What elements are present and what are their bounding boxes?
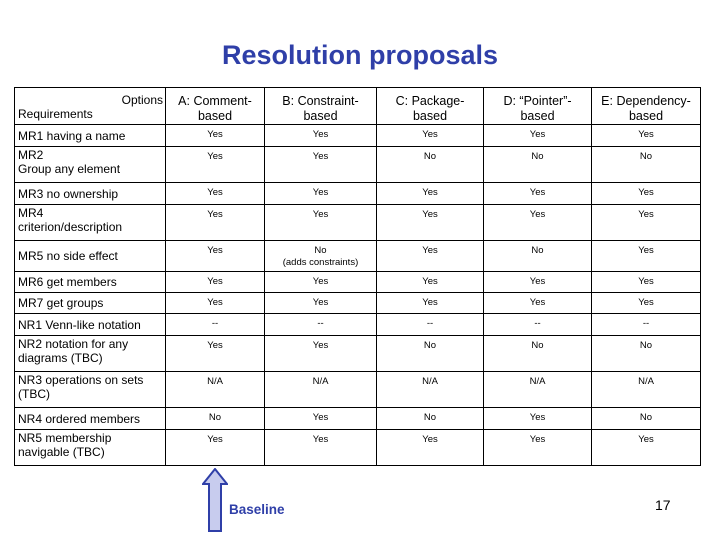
value-note: (adds constraints) xyxy=(282,257,359,268)
value-cell xyxy=(484,430,592,466)
value-text: N/A xyxy=(312,376,329,387)
header-row xyxy=(15,88,701,125)
value-text: Yes xyxy=(422,434,438,445)
value-text: -- xyxy=(642,318,650,329)
column-header-line2: based xyxy=(628,109,664,123)
value-text: Yes xyxy=(207,209,223,220)
value-cell xyxy=(484,272,592,293)
value-text: -- xyxy=(534,318,541,329)
value-text: Yes xyxy=(207,187,223,198)
value-text: -- xyxy=(211,318,219,329)
value-cell xyxy=(265,241,377,272)
requirement-label: MR6 get members xyxy=(18,275,117,289)
header-corner-cell xyxy=(15,88,166,125)
requirement-cell xyxy=(15,241,166,272)
value-cell xyxy=(265,372,377,408)
table-row xyxy=(15,314,701,336)
requirement-label-cont: navigable (TBC) xyxy=(18,445,105,459)
value-cell xyxy=(592,241,701,272)
table-row xyxy=(15,147,701,183)
value-text: Yes xyxy=(312,151,329,162)
requirement-label: NR2 notation for any xyxy=(18,337,129,351)
value-text: Yes xyxy=(422,245,438,256)
requirement-label-cont: criterion/description xyxy=(18,220,123,234)
requirement-label: MR2 xyxy=(18,148,44,162)
requirements-label: Requirements xyxy=(18,107,93,121)
value-text: Yes xyxy=(529,412,546,423)
value-text: Yes xyxy=(529,209,546,220)
requirement-label: MR3 no ownership xyxy=(18,186,119,201)
value-text: Yes xyxy=(638,276,654,287)
value-text: No xyxy=(639,412,653,423)
value-cell xyxy=(377,408,484,430)
value-cell xyxy=(377,125,484,147)
value-cell xyxy=(265,430,377,466)
value-text: Yes xyxy=(638,129,654,140)
value-text: Yes xyxy=(529,297,546,308)
requirement-label: MR5 no side effect xyxy=(18,249,118,263)
requirement-cell xyxy=(15,205,166,241)
value-cell xyxy=(484,125,592,147)
value-cell xyxy=(166,336,265,372)
table-row xyxy=(15,372,701,408)
table-row xyxy=(15,430,701,466)
value-text: Yes xyxy=(207,297,223,308)
value-cell xyxy=(484,293,592,314)
value-cell xyxy=(265,314,377,336)
table-row xyxy=(15,205,701,241)
value-cell xyxy=(166,183,265,205)
value-text: Yes xyxy=(422,187,438,198)
resolution-table xyxy=(14,87,701,466)
value-text: -- xyxy=(426,318,434,329)
column-header-line1: A: Comment- xyxy=(178,94,252,108)
value-cell xyxy=(265,272,377,293)
value-cell xyxy=(166,241,265,272)
column-header-line1: E: Dependency- xyxy=(601,94,691,108)
value-text: Yes xyxy=(422,297,438,308)
value-text: Yes xyxy=(422,209,438,220)
column-header xyxy=(484,88,592,125)
value-cell xyxy=(377,336,484,372)
requirement-cell xyxy=(15,408,166,430)
value-text: No xyxy=(531,245,544,256)
value-cell xyxy=(377,372,484,408)
table-row xyxy=(15,408,701,430)
value-cell xyxy=(592,314,701,336)
value-text: N/A xyxy=(638,376,654,387)
value-cell xyxy=(166,408,265,430)
value-text: N/A xyxy=(207,376,223,387)
value-text: No xyxy=(639,340,653,351)
value-text: Yes xyxy=(529,276,546,287)
requirement-label-cont: (TBC) xyxy=(18,387,50,401)
value-cell xyxy=(592,205,701,241)
column-header-line1: C: Package- xyxy=(395,94,465,108)
value-text: Yes xyxy=(207,129,223,140)
value-text: Yes xyxy=(529,129,546,140)
value-cell xyxy=(166,205,265,241)
value-cell xyxy=(484,205,592,241)
column-header-line2: based xyxy=(197,109,233,123)
requirement-label: NR3 operations on sets xyxy=(18,373,144,387)
value-text: No xyxy=(531,151,544,162)
value-cell xyxy=(166,293,265,314)
value-cell xyxy=(592,336,701,372)
value-text: -- xyxy=(317,318,324,329)
requirement-cell xyxy=(15,125,166,147)
value-text: No xyxy=(639,151,653,162)
column-header-line1: B: Constraint- xyxy=(282,94,359,108)
value-text: Yes xyxy=(422,276,438,287)
baseline-label: Baseline xyxy=(229,502,285,517)
value-cell xyxy=(377,241,484,272)
value-cell xyxy=(265,293,377,314)
value-cell xyxy=(377,430,484,466)
value-text: Yes xyxy=(312,276,329,287)
value-cell xyxy=(377,205,484,241)
value-text: Yes xyxy=(422,129,438,140)
value-text: Yes xyxy=(638,209,654,220)
requirement-cell xyxy=(15,314,166,336)
value-cell xyxy=(377,147,484,183)
value-cell xyxy=(377,272,484,293)
value-cell xyxy=(265,336,377,372)
value-text: Yes xyxy=(638,297,654,308)
column-header xyxy=(592,88,701,125)
requirement-cell xyxy=(15,372,166,408)
value-cell xyxy=(265,147,377,183)
value-cell xyxy=(377,314,484,336)
value-text: Yes xyxy=(529,434,546,445)
value-text: No xyxy=(531,340,544,351)
requirement-label: NR4 ordered members xyxy=(18,411,141,426)
value-cell xyxy=(592,125,701,147)
requirement-cell xyxy=(15,147,166,183)
value-cell xyxy=(166,272,265,293)
value-cell xyxy=(377,293,484,314)
value-cell xyxy=(166,372,265,408)
value-cell xyxy=(484,408,592,430)
value-text: Yes xyxy=(312,129,329,140)
value-cell xyxy=(484,314,592,336)
table-row xyxy=(15,241,701,272)
value-text: No xyxy=(423,340,437,351)
value-cell xyxy=(265,125,377,147)
options-label: Options xyxy=(121,93,163,107)
value-text: N/A xyxy=(422,376,438,387)
column-header-line1: D: “Pointer”- xyxy=(503,94,572,108)
requirement-cell xyxy=(15,183,166,205)
value-text: Yes xyxy=(312,187,329,198)
value-text: N/A xyxy=(529,376,546,387)
value-text: Yes xyxy=(638,245,654,256)
value-cell xyxy=(592,183,701,205)
value-cell xyxy=(592,408,701,430)
requirement-label: NR5 membership xyxy=(18,431,112,445)
value-cell xyxy=(484,241,592,272)
value-text: Yes xyxy=(312,209,329,220)
value-text: Yes xyxy=(638,187,654,198)
value-text: Yes xyxy=(312,297,329,308)
value-cell xyxy=(592,293,701,314)
value-cell xyxy=(166,147,265,183)
value-cell xyxy=(166,125,265,147)
value-cell xyxy=(592,430,701,466)
value-text: No xyxy=(314,245,327,256)
value-text: Yes xyxy=(207,434,223,445)
requirement-label: NR1 Venn-like notation xyxy=(18,317,141,332)
requirement-cell xyxy=(15,336,166,372)
value-text: Yes xyxy=(529,187,546,198)
value-text: Yes xyxy=(312,434,329,445)
value-cell xyxy=(592,372,701,408)
requirement-label: MR4 xyxy=(18,206,44,220)
page-number: 17 xyxy=(655,497,671,513)
value-cell xyxy=(484,372,592,408)
value-cell xyxy=(592,272,701,293)
value-text: Yes xyxy=(207,151,223,162)
up-arrow-icon xyxy=(202,468,228,532)
value-text: No xyxy=(208,412,222,423)
value-text: Yes xyxy=(312,412,329,423)
value-text: Yes xyxy=(207,340,223,351)
column-header xyxy=(377,88,484,125)
requirement-cell xyxy=(15,430,166,466)
value-cell xyxy=(484,147,592,183)
requirement-label-cont: diagrams (TBC) xyxy=(18,351,103,365)
value-text: No xyxy=(423,151,437,162)
requirement-label: MR1 having a name xyxy=(18,128,126,143)
slide-title: Resolution proposals xyxy=(221,40,499,70)
value-cell xyxy=(166,314,265,336)
requirement-label-cont: Group any element xyxy=(18,162,121,176)
value-cell xyxy=(377,183,484,205)
column-header-line2: based xyxy=(412,109,448,123)
requirement-cell xyxy=(15,272,166,293)
value-cell xyxy=(592,147,701,183)
value-cell xyxy=(484,183,592,205)
requirement-label: MR7 get groups xyxy=(18,296,104,310)
value-text: Yes xyxy=(207,245,223,256)
column-header xyxy=(265,88,377,125)
value-cell xyxy=(265,205,377,241)
value-cell xyxy=(265,183,377,205)
value-cell xyxy=(265,408,377,430)
table-row xyxy=(15,336,701,372)
value-cell xyxy=(166,430,265,466)
column-header xyxy=(166,88,265,125)
table-row xyxy=(15,272,701,293)
value-text: No xyxy=(423,412,437,423)
column-header-line2: based xyxy=(303,109,338,123)
requirement-cell xyxy=(15,293,166,314)
table-row xyxy=(15,183,701,205)
value-cell xyxy=(484,336,592,372)
column-header-line2: based xyxy=(520,109,555,123)
table-row xyxy=(15,293,701,314)
table-row xyxy=(15,125,701,147)
value-text: Yes xyxy=(312,340,329,351)
value-text: Yes xyxy=(638,434,654,445)
value-text: Yes xyxy=(207,276,223,287)
